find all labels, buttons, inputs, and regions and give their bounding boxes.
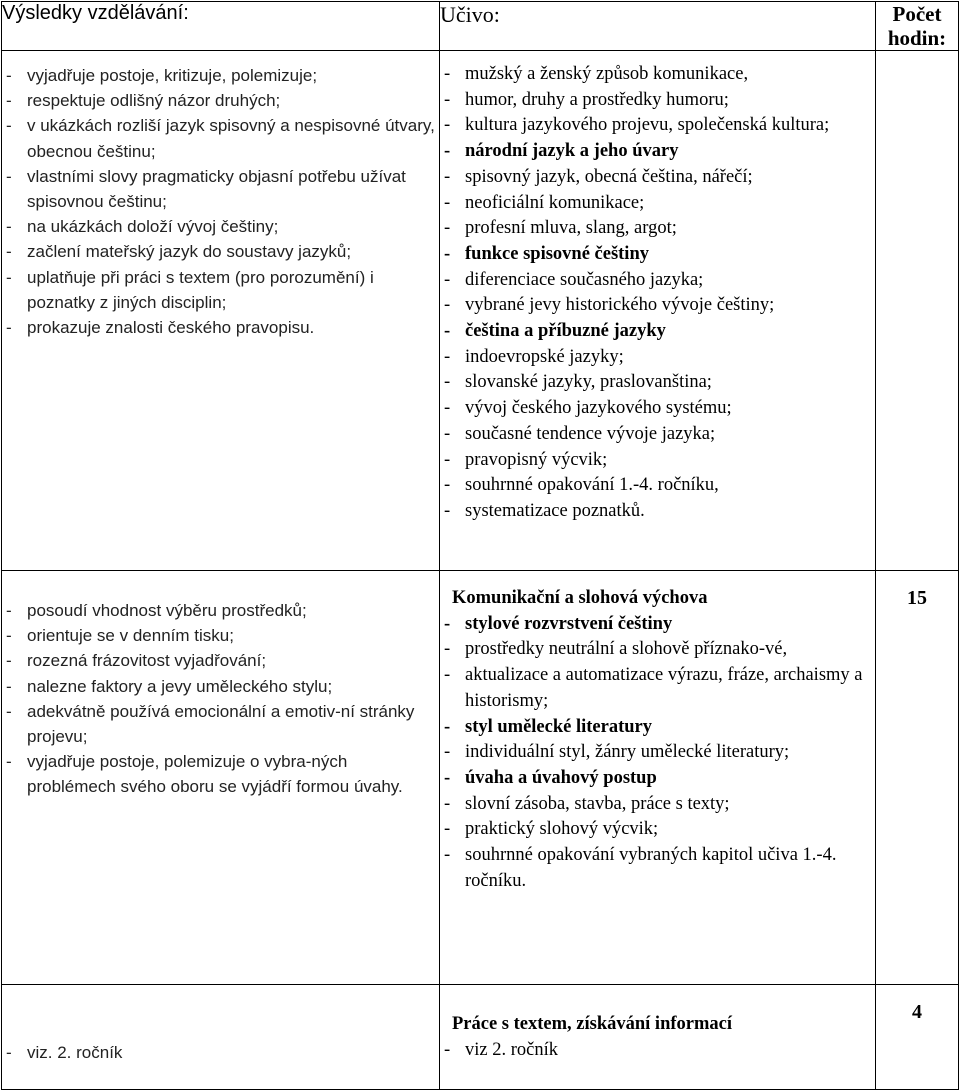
list-item: - individuální styl, žánry umělecké literatury; — [440, 740, 875, 766]
table-row — [2, 985, 959, 1090]
list-item: - adekvátně používá emocionální a emotiv-ní stránky projevu; — [2, 699, 439, 749]
list-item: - stylové rozvrstvení češtiny — [440, 612, 875, 638]
hours-cell — [876, 51, 959, 571]
list-item: - současné tendence vývoje jazyka; — [440, 422, 875, 448]
list-item: - pravopisný výcvik; — [440, 448, 875, 474]
list-item: - prostředky neutrální a slohově příznako-vé, — [440, 637, 875, 663]
list-item: - začlení mateřský jazyk do soustavy jazyků; — [2, 239, 439, 264]
list-item: - vlastními slovy pragmaticky objasní potřebu užívat spisovnou češtinu; — [2, 164, 439, 214]
content-list — [440, 62, 875, 525]
list-item: - mužský a ženský způsob komunikace, — [440, 62, 875, 88]
list-item: - spisovný jazyk, obecná čeština, nářečí; — [440, 165, 875, 191]
section-heading: Práce s textem, získávání informací — [452, 1014, 732, 1034]
list-item: - úvaha a úvahový postup — [440, 766, 875, 792]
list-item: - styl umělecké literatury — [440, 715, 875, 741]
outcomes-header: Výsledky vzdělávání: — [2, 2, 440, 51]
list-item: - posoudí vhodnost výběru prostředků; — [2, 598, 439, 623]
list-item: - čeština a příbuzné jazyky — [440, 319, 875, 345]
header-row — [2, 2, 959, 51]
list-item: - vývoj českého jazykového systému; — [440, 396, 875, 422]
content-list — [440, 612, 875, 895]
table-row — [2, 51, 959, 571]
list-item: - profesní mluva, slang, argot; — [440, 216, 875, 242]
list-item: - humor, druhy a prostředky humoru; — [440, 88, 875, 114]
content-cell — [440, 51, 876, 571]
list-item: - funkce spisovné češtiny — [440, 242, 875, 268]
list-item: - slovní zásoba, stavba, práce s texty; — [440, 792, 875, 818]
content-cell — [440, 985, 876, 1090]
list-item: - vyjadřuje postoje, polemizuje o vybra-ných problémech svého oboru se vyjádří formou úvahy. — [2, 749, 439, 799]
table-row — [2, 571, 959, 985]
outcomes-list — [2, 598, 439, 800]
list-item: - praktický slohový výcvik; — [440, 817, 875, 843]
list-item: - v ukázkách rozliší jazyk spisovný a nespisovné útvary, obecnou češtinu; — [2, 113, 439, 163]
list-item: - diferenciace současného jazyka; — [440, 268, 875, 294]
hours-cell: 15 — [876, 571, 959, 985]
content-list — [440, 1038, 875, 1064]
list-item: - uplatňuje při práci s textem (pro porozumění) i poznatky z jiných disciplin; — [2, 265, 439, 315]
list-item: - vybrané jevy historického vývoje češtiny; — [440, 293, 875, 319]
list-item: - orientuje se v denním tisku; — [2, 623, 439, 648]
hours-cell: 4 — [876, 985, 959, 1090]
outcomes-list — [2, 63, 439, 340]
list-item: - prokazuje znalosti českého pravopisu. — [2, 315, 439, 340]
list-item: - slovanské jazyky, praslovanština; — [440, 370, 875, 396]
list-item: - kultura jazykového projevu, společenská kultura; — [440, 113, 875, 139]
curriculum-table — [1, 1, 959, 1090]
outcomes-cell — [2, 985, 440, 1090]
outcomes-cell — [2, 51, 440, 571]
outcomes-list — [2, 1040, 439, 1065]
list-item: - nalezne faktory a jevy uměleckého stylu; — [2, 674, 439, 699]
list-item: - neoficiální komunikace; — [440, 191, 875, 217]
list-item: - rozezná frázovitost vyjadřování; — [2, 648, 439, 673]
list-item: - viz. 2. ročník — [2, 1040, 439, 1065]
list-item: - viz 2. ročník — [440, 1038, 875, 1064]
list-item: - vyjadřuje postoje, kritizuje, polemizuje; — [2, 63, 439, 88]
section-heading: Komunikační a slohová výchova — [452, 588, 708, 608]
list-item: - národní jazyk a jeho úvary — [440, 139, 875, 165]
hours-header: Počet hodin: — [876, 2, 959, 51]
list-item: - na ukázkách doloží vývoj češtiny; — [2, 214, 439, 239]
list-item: - souhrnné opakování 1.-4. ročníku, — [440, 473, 875, 499]
list-item: - indoevropské jazyky; — [440, 345, 875, 371]
list-item: - aktualizace a automatizace výrazu, fráze, archaismy a historismy; — [440, 663, 875, 714]
content-header: Učivo: — [440, 2, 876, 51]
list-item: - systematizace poznatků. — [440, 499, 875, 525]
list-item: - respektuje odlišný názor druhých; — [2, 88, 439, 113]
content-cell — [440, 571, 876, 985]
list-item: - souhrnné opakování vybraných kapitol učiva 1.-4. ročníku. — [440, 843, 875, 894]
outcomes-cell — [2, 571, 440, 985]
